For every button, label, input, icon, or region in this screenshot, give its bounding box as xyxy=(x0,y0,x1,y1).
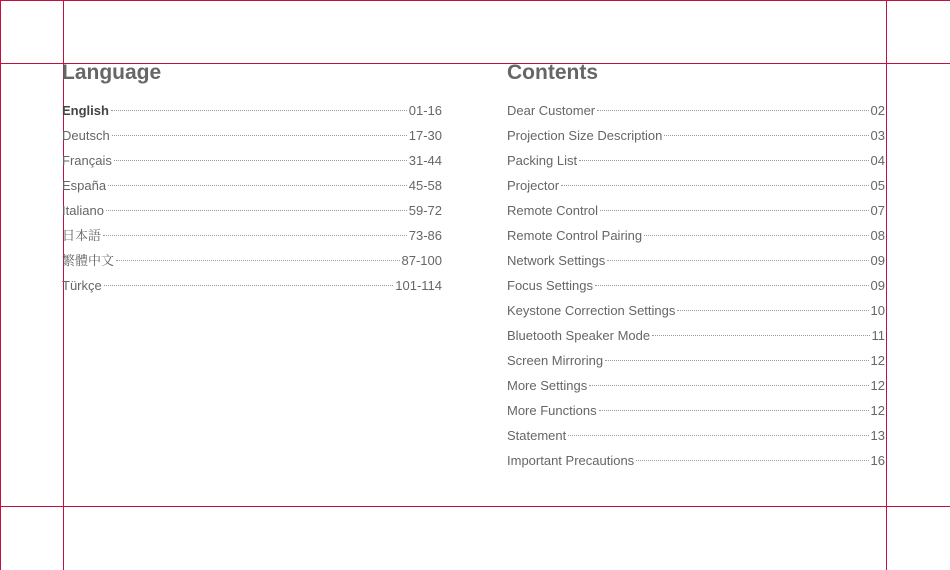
contents-item-network-settings[interactable] xyxy=(507,248,885,273)
dot-leader xyxy=(108,185,407,186)
contents-item-page: 10 xyxy=(870,303,885,318)
contents-item-more-settings[interactable] xyxy=(507,373,885,398)
language-section xyxy=(62,58,442,298)
contents-section xyxy=(507,58,885,473)
contents-item-remote-control-pairing[interactable] xyxy=(507,223,885,248)
language-item-label: 日本語 xyxy=(62,228,102,243)
language-item-page: 87-100 xyxy=(401,253,442,268)
dot-leader xyxy=(589,385,868,386)
language-item-turkish[interactable] xyxy=(62,273,442,298)
contents-item-page: 12 xyxy=(870,378,885,393)
contents-item-page: 13 xyxy=(870,428,885,443)
contents-item-page: 03 xyxy=(870,128,885,143)
dot-leader xyxy=(664,135,868,136)
contents-item-remote-control[interactable] xyxy=(507,198,885,223)
contents-item-projector[interactable] xyxy=(507,173,885,198)
contents-item-bluetooth-speaker[interactable] xyxy=(507,323,885,348)
contents-item-label: Network Settings xyxy=(507,253,606,268)
guide-line-right xyxy=(886,0,887,570)
contents-item-label: Keystone Correction Settings xyxy=(507,303,676,318)
contents-item-label: Statement xyxy=(507,428,567,443)
contents-item-page: 11 xyxy=(871,328,885,343)
guide-line-left-edge xyxy=(0,0,1,570)
contents-item-label: More Functions xyxy=(507,403,597,418)
contents-title: Contents xyxy=(507,61,598,84)
contents-item-packing-list[interactable] xyxy=(507,148,885,173)
language-item-english[interactable] xyxy=(62,98,442,123)
language-item-page: 45-58 xyxy=(408,178,442,193)
contents-item-focus-settings[interactable] xyxy=(507,273,885,298)
contents-item-label: Remote Control xyxy=(507,203,599,218)
language-item-espana[interactable] xyxy=(62,173,442,198)
language-item-page: 31-44 xyxy=(408,153,442,168)
language-item-label: English xyxy=(62,103,109,118)
dot-leader xyxy=(106,210,407,211)
dot-leader xyxy=(568,435,868,436)
language-item-page: 17-30 xyxy=(408,128,442,143)
language-list xyxy=(62,98,442,298)
language-item-italiano[interactable] xyxy=(62,198,442,223)
dot-leader xyxy=(114,160,407,161)
dot-leader xyxy=(677,310,868,311)
contents-item-more-functions[interactable] xyxy=(507,398,885,423)
dot-leader xyxy=(599,410,869,411)
contents-item-label: Bluetooth Speaker Mode xyxy=(507,328,651,343)
dot-leader xyxy=(597,110,868,111)
contents-list xyxy=(507,98,885,473)
dot-leader xyxy=(607,260,868,261)
guide-line-bottom xyxy=(0,506,950,507)
contents-item-page: 07 xyxy=(870,203,885,218)
language-item-deutsch[interactable] xyxy=(62,123,442,148)
contents-item-page: 05 xyxy=(870,178,885,193)
language-item-francais[interactable] xyxy=(62,148,442,173)
contents-item-page: 08 xyxy=(870,228,885,243)
language-item-traditional-chinese[interactable] xyxy=(62,248,442,273)
contents-item-label: Focus Settings xyxy=(507,278,593,293)
contents-item-projection-size[interactable] xyxy=(507,123,885,148)
language-item-label: Français xyxy=(62,153,112,168)
language-item-label: Deutsch xyxy=(62,128,110,143)
language-item-label: España xyxy=(62,178,107,193)
contents-item-keystone-correction[interactable] xyxy=(507,298,885,323)
contents-item-page: 16 xyxy=(870,453,885,468)
contents-item-label: Screen Mirroring xyxy=(507,353,604,368)
dot-leader xyxy=(600,210,868,211)
guide-line-top-edge xyxy=(0,0,950,1)
language-item-label: Italiano xyxy=(62,203,104,218)
contents-item-screen-mirroring[interactable] xyxy=(507,348,885,373)
contents-item-label: More Settings xyxy=(507,378,588,393)
dot-leader xyxy=(112,135,407,136)
contents-item-important-precautions[interactable] xyxy=(507,448,885,473)
contents-item-label: Dear Customer xyxy=(507,103,596,118)
contents-item-label: Projection Size Description xyxy=(507,128,663,143)
contents-item-label: Important Precautions xyxy=(507,453,635,468)
language-item-page: 101-114 xyxy=(395,278,442,293)
dot-leader xyxy=(104,285,394,286)
language-item-page: 01-16 xyxy=(408,103,442,118)
language-title: Language xyxy=(62,61,162,84)
contents-item-page: 12 xyxy=(870,353,885,368)
contents-item-page: 09 xyxy=(870,278,885,293)
contents-item-dear-customer[interactable] xyxy=(507,98,885,123)
language-item-label: Türkçe xyxy=(62,278,102,293)
language-item-page: 73-86 xyxy=(408,228,442,243)
language-item-page: 59-72 xyxy=(408,203,442,218)
contents-item-statement[interactable] xyxy=(507,423,885,448)
dot-leader xyxy=(103,235,407,236)
dot-leader xyxy=(595,285,869,286)
contents-item-page: 02 xyxy=(870,103,885,118)
dot-leader xyxy=(561,185,869,186)
contents-item-label: Packing List xyxy=(507,153,578,168)
dot-leader xyxy=(652,335,869,336)
dot-leader xyxy=(605,360,868,361)
dot-leader xyxy=(116,260,400,261)
language-item-japanese[interactable] xyxy=(62,223,442,248)
contents-item-label: Remote Control Pairing xyxy=(507,228,643,243)
dot-leader xyxy=(111,110,407,111)
contents-item-page: 04 xyxy=(870,153,885,168)
language-item-label: 繁體中文 xyxy=(62,253,115,268)
dot-leader xyxy=(579,160,868,161)
contents-item-page: 12 xyxy=(870,403,885,418)
dot-leader xyxy=(636,460,868,461)
contents-item-page: 09 xyxy=(870,253,885,268)
dot-leader xyxy=(644,235,868,236)
contents-item-label: Projector xyxy=(507,178,560,193)
